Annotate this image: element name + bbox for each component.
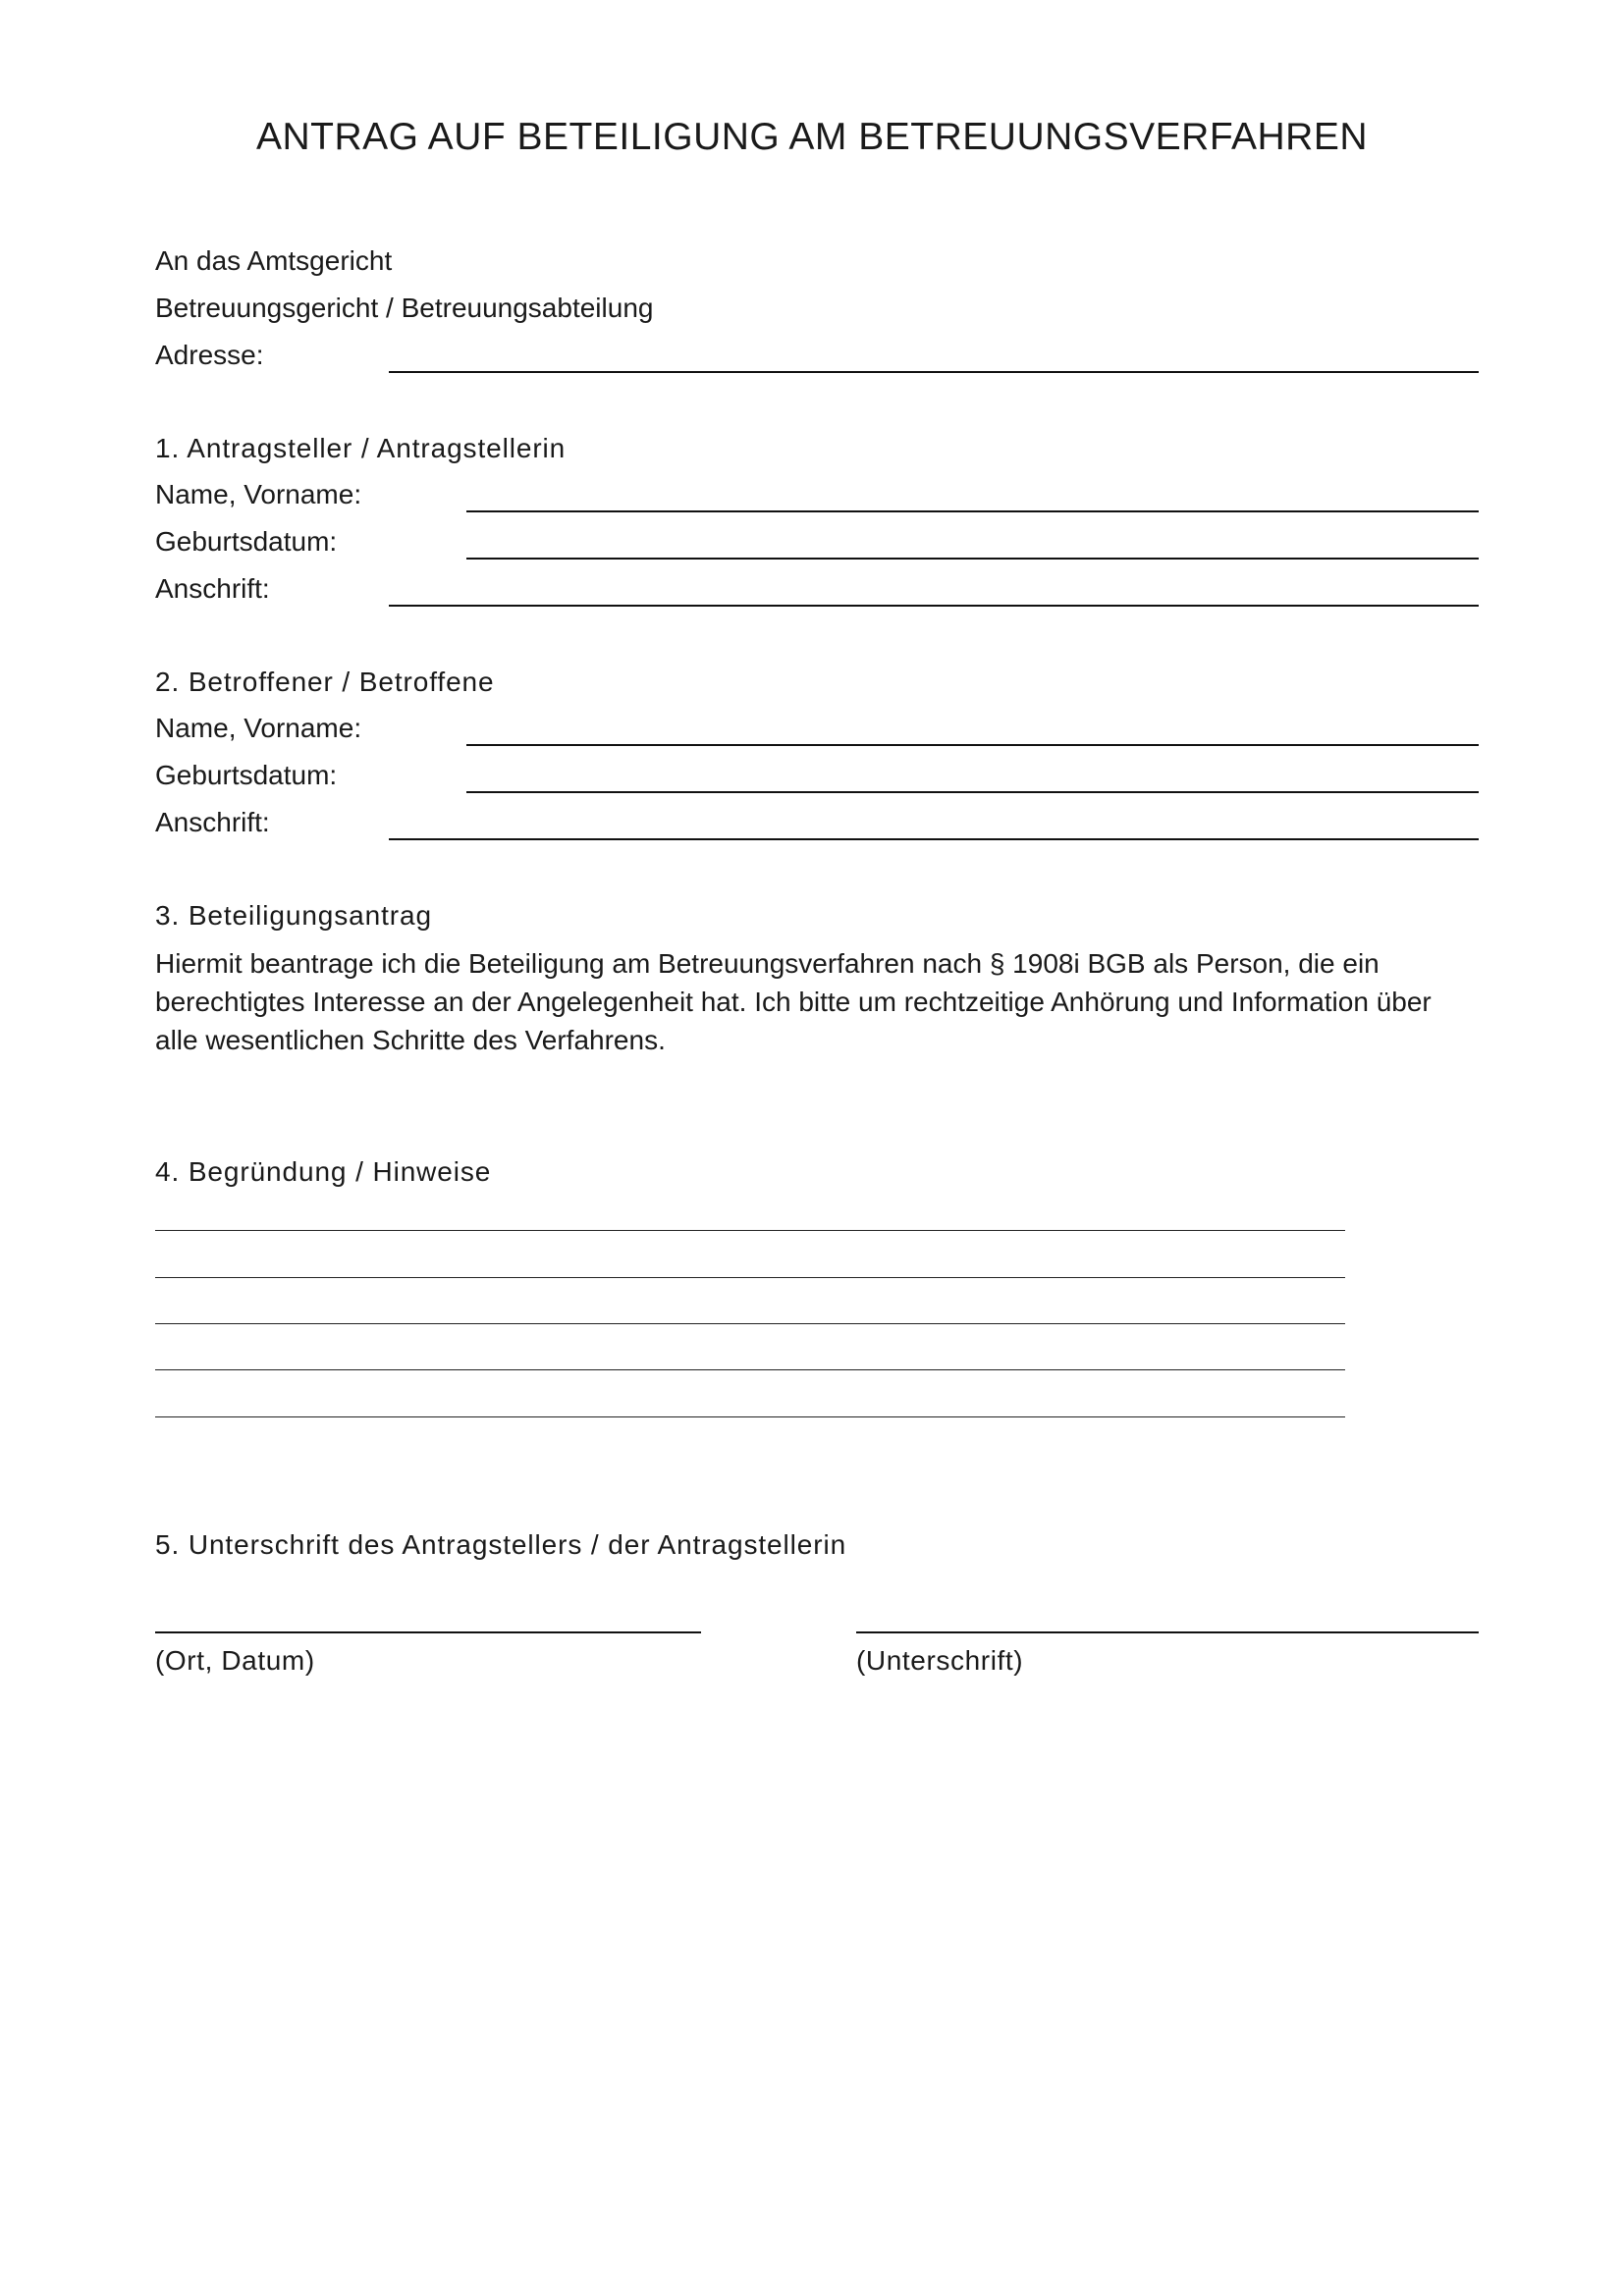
section1-birth-label: Geburtsdatum: xyxy=(155,526,338,557)
section3-text: Hiermit beantrage ich die Beteiligung am Betreuungsverfahren nach § 1908i BGB als Person, die ein berechtigtes Interesse an der Angelegenheit hat. Ich bitte um rechtzeitige Anhörung und Information über alle wesentlichen Schritte des Verfahrens. xyxy=(155,948,1432,1055)
section2-name-field[interactable] xyxy=(466,744,1479,746)
reason-line-1[interactable] xyxy=(155,1230,1345,1231)
signature-field[interactable] xyxy=(856,1631,1479,1633)
addressee-address-field[interactable] xyxy=(389,371,1479,373)
reason-line-5[interactable] xyxy=(155,1416,1345,1417)
addressee-department: Betreuungsgericht / Betreuungsabteilung xyxy=(155,293,654,323)
section1-heading: 1. Antragsteller / Antragstellerin xyxy=(155,433,567,463)
section2-birth-field[interactable] xyxy=(466,791,1479,793)
reason-line-4[interactable] xyxy=(155,1369,1345,1370)
signature-caption: (Unterschrift) xyxy=(856,1645,1024,1676)
section3-heading: 3. Beteiligungsantrag xyxy=(155,900,432,931)
section2-name-label: Name, Vorname: xyxy=(155,713,362,743)
section2-birth-label: Geburtsdatum: xyxy=(155,760,338,790)
section2-heading: 2. Betroffener / Betroffene xyxy=(155,667,495,697)
place-date-caption: (Ort, Datum) xyxy=(155,1645,315,1676)
addressee-court: An das Amtsgericht xyxy=(155,245,393,276)
page-title: ANTRAG AUF BETEILIGUNG AM BETREUUNGSVERFAHREN xyxy=(255,116,1369,158)
section4-heading: 4. Begründung / Hinweise xyxy=(155,1156,492,1187)
section5-heading: 5. Unterschrift des Antragstellers / der Antragstellerin xyxy=(155,1529,847,1560)
reason-line-2[interactable] xyxy=(155,1277,1345,1278)
section1-address-field[interactable] xyxy=(389,605,1479,607)
section1-birth-field[interactable] xyxy=(466,558,1479,560)
section1-address-label: Anschrift: xyxy=(155,573,270,604)
section2-address-label: Anschrift: xyxy=(155,807,270,837)
section2-address-field[interactable] xyxy=(389,838,1479,840)
addressee-address-label: Adresse: xyxy=(155,340,264,370)
section1-name-field[interactable] xyxy=(466,510,1479,512)
reason-line-3[interactable] xyxy=(155,1323,1345,1324)
place-date-field[interactable] xyxy=(155,1631,701,1633)
section1-name-label: Name, Vorname: xyxy=(155,479,362,509)
